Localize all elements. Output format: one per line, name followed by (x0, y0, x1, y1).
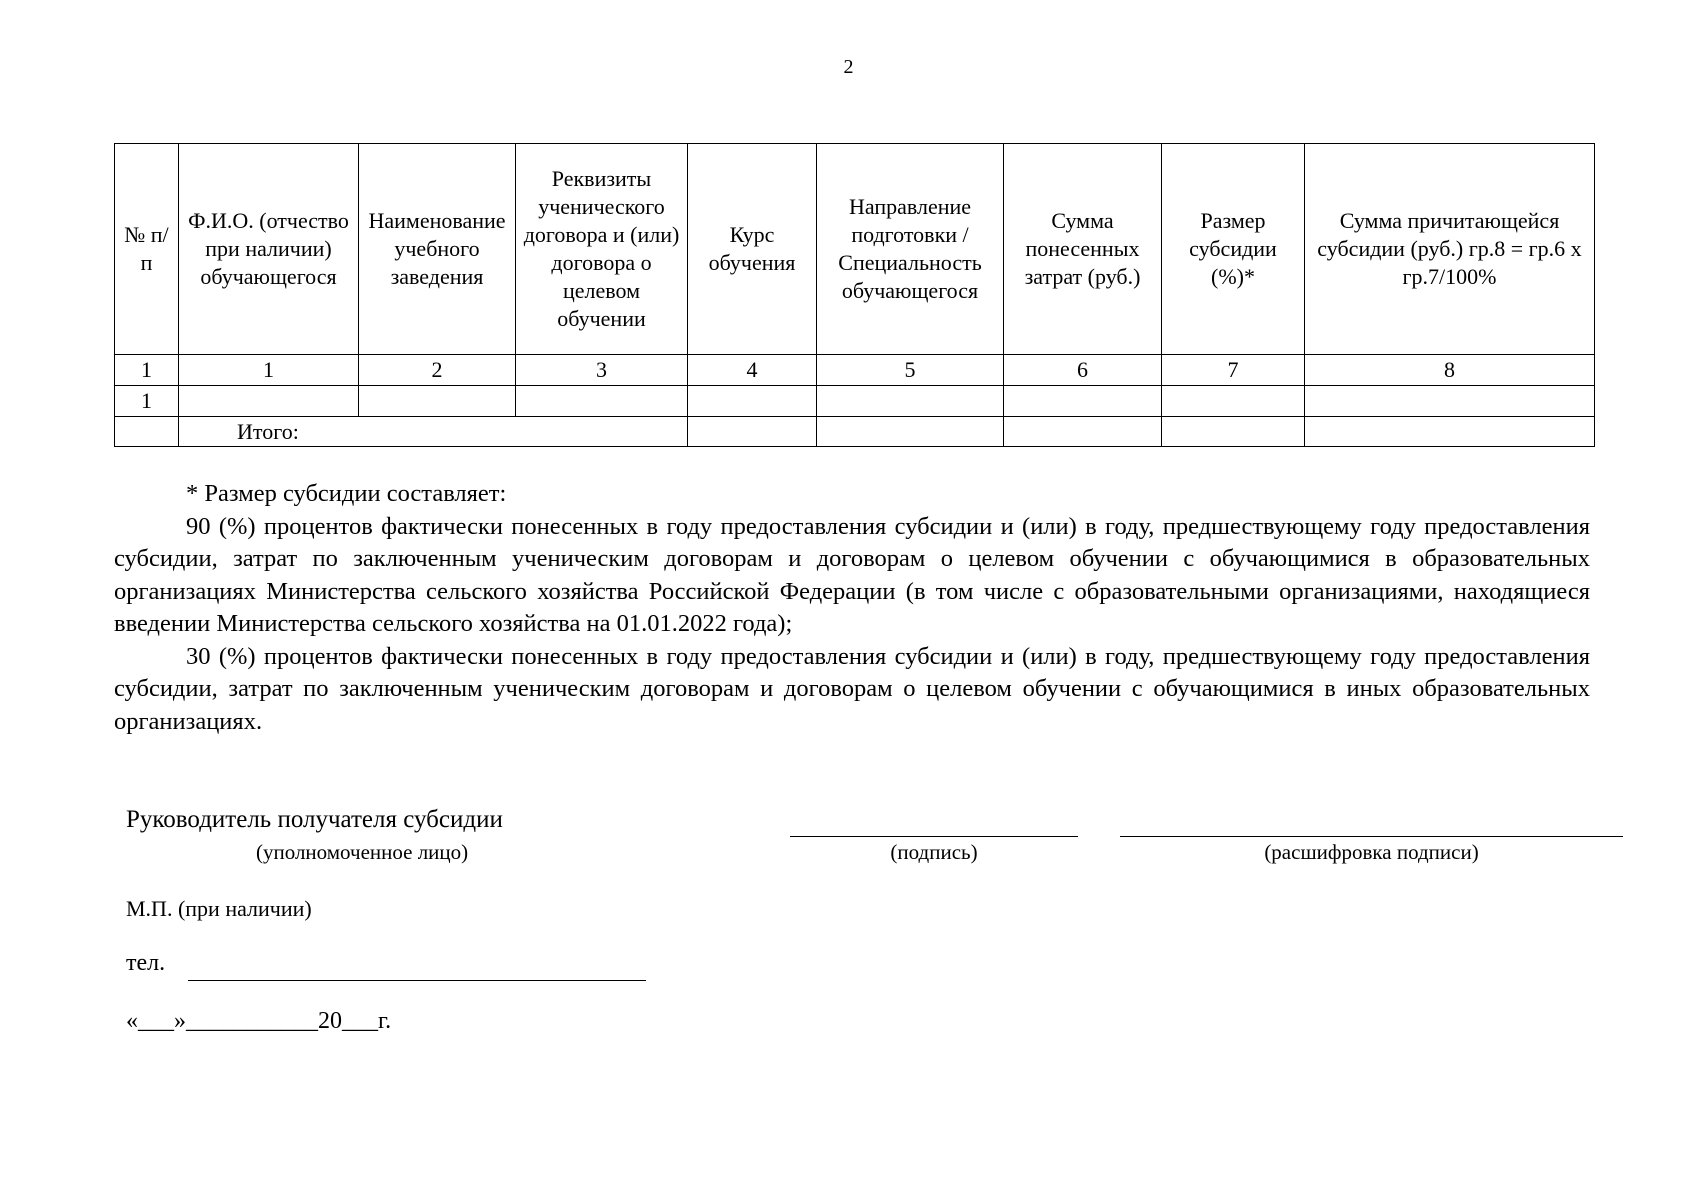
signature-caption: (подпись) (890, 840, 978, 864)
signature-line[interactable] (790, 836, 1078, 837)
table-cell: 1 (115, 386, 179, 417)
table-cell (688, 386, 817, 417)
table-cell (817, 386, 1004, 417)
table-cell (1004, 417, 1162, 447)
total-row (115, 417, 1595, 447)
table-cell (516, 386, 688, 417)
header-cell: Направление подготовки / Специальность обучающегося (817, 144, 1004, 355)
header-cell: Ф.И.О. (отчество при наличии) обучающегося (179, 144, 359, 355)
footnote-paragraph-90: 90 (%) процентов фактически понесенных в году предоставления субсидии и (или) в году, предшествующему году предоставления субсидии, затрат по заключенным ученическим договорам и договорам о целевом обучении с обучающимися в образовательных организациях Министерства сельского хозяйства Российской Федерации (в том числе с образовательными организациями, находящиеся введении Министерства сельского хозяйства на 01.01.2022 года); (114, 512, 1590, 637)
footnote-paragraph-30: 30 (%) процентов фактически понесенных в году предоставления субсидии и (или) в году, предшествующему году предоставления субсидии, затрат по заключенным ученическим договорам и договорам о целевом обучении с обучающимися в иных образовательных организациях. (114, 642, 1590, 735)
table-header-row (115, 144, 1595, 355)
column-number: 2 (359, 355, 516, 386)
table-cell (817, 417, 1004, 447)
table-cell (1305, 417, 1595, 447)
table-cell (1305, 386, 1595, 417)
table-cell (1004, 386, 1162, 417)
header-cell: Сумма причитающейся субсидии (руб.) гр.8 = гр.6 х гр.7/100% (1305, 144, 1595, 355)
header-cell: Курс обучения (688, 144, 817, 355)
header-cell: Наименование учебного заведения (359, 144, 516, 355)
table-row (115, 386, 1595, 417)
table-cell (1162, 417, 1305, 447)
column-number: 1 (115, 355, 179, 386)
header-cell: Сумма понесенных затрат (руб.) (1004, 144, 1162, 355)
table-cell (1162, 386, 1305, 417)
column-number: 8 (1305, 355, 1595, 386)
header-cell: Размер субсидии (%)* (1162, 144, 1305, 355)
table-cell (115, 417, 179, 447)
table-cell (688, 417, 817, 447)
header-cell: Реквизиты ученического договора и (или) договора о целевом обучении (516, 144, 688, 355)
date-line: «___»___________20___г. (126, 1008, 392, 1034)
column-number: 5 (817, 355, 1004, 386)
table-cell (179, 386, 359, 417)
signature-decoding-line[interactable] (1120, 836, 1623, 837)
footnote-block (114, 478, 1590, 738)
phone-line[interactable] (188, 980, 646, 981)
column-number: 6 (1004, 355, 1162, 386)
header-cell: № п/п (115, 144, 179, 355)
column-number-row (115, 355, 1595, 386)
page-number: 2 (843, 56, 854, 78)
signatory-subtitle: (уполномоченное лицо) (256, 840, 469, 864)
column-number: 3 (516, 355, 688, 386)
column-number: 7 (1162, 355, 1305, 386)
signature-decoding-caption: (расшифровка подписи) (1264, 840, 1479, 864)
subsidy-table (114, 143, 1595, 447)
phone-label: тел. (126, 950, 166, 976)
footnote-intro: * Размер субсидии составляет: (186, 480, 507, 507)
column-number: 1 (179, 355, 359, 386)
total-label: Итого: (179, 417, 688, 447)
signatory-title: Руководитель получателя субсидии (126, 806, 503, 833)
column-number: 4 (688, 355, 817, 386)
stamp-label: М.П. (при наличии) (126, 896, 312, 921)
table-cell (359, 386, 516, 417)
